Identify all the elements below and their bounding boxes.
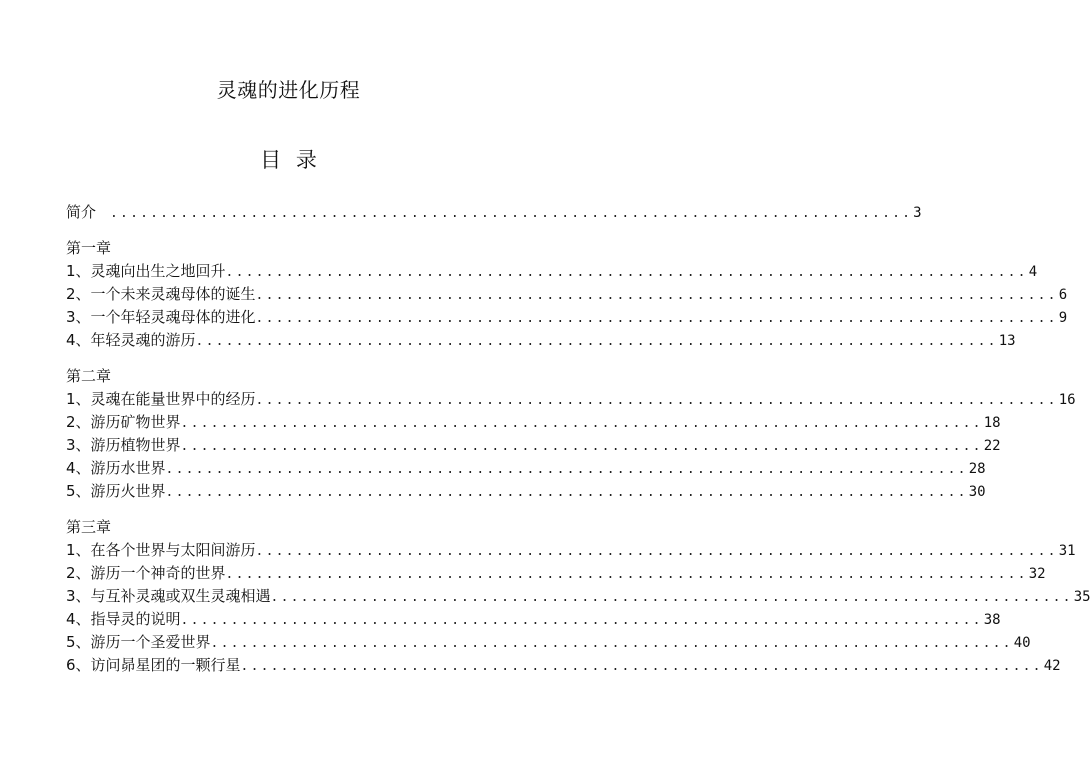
dot-leader: ................................................................................ <box>225 567 1028 582</box>
toc-entry-page: 3 <box>913 205 922 221</box>
chapter-section <box>66 237 1068 352</box>
dot-leader: ................................................................................ <box>255 544 1058 559</box>
dot-leader: ................................................................................ <box>240 659 1043 674</box>
toc-entry[interactable] <box>66 631 1031 654</box>
toc-entry-label: 3、一个年轻灵魂母体的进化 <box>66 308 256 326</box>
toc-entry-label: 2、游历矿物世界 <box>66 413 181 431</box>
toc-entry-page: 16 <box>1058 392 1076 408</box>
toc-entry-label: 1、在各个世界与太阳间游历 <box>66 541 256 559</box>
toc-entry[interactable] <box>66 585 1091 608</box>
toc-entry-page: 28 <box>968 461 986 477</box>
toc-entry[interactable] <box>66 388 1076 411</box>
toc-entry[interactable] <box>66 411 1001 434</box>
chapter-title: 第二章 <box>66 367 112 385</box>
toc-entry-label: 1、灵魂向出生之地回升 <box>66 262 226 280</box>
dot-leader: ................................................................................ <box>165 462 968 477</box>
dot-leader: ................................................................................ <box>195 334 998 349</box>
toc-entry-label: 3、游历植物世界 <box>66 436 181 454</box>
toc-entry[interactable] <box>66 260 1038 283</box>
toc-entry-page: 42 <box>1043 658 1061 674</box>
table-of-contents <box>66 201 1091 677</box>
toc-entry-page: 35 <box>1073 589 1091 605</box>
toc-heading: 目 录 <box>260 148 317 172</box>
toc-entry-label: 2、游历一个神奇的世界 <box>66 564 226 582</box>
toc-entry-label: 4、游历水世界 <box>66 459 166 477</box>
toc-entry-page: 22 <box>983 438 1001 454</box>
dot-leader: ................................................................................ <box>180 439 983 454</box>
dot-leader: ................................................................................ <box>225 265 1028 280</box>
toc-entry-label: 4、年轻灵魂的游历 <box>66 331 196 349</box>
toc-entry-page: 30 <box>968 484 986 500</box>
toc-entry-label: 2、一个未来灵魂母体的诞生 <box>66 285 256 303</box>
toc-entry[interactable] <box>66 654 1061 677</box>
toc-entry-page: 9 <box>1058 310 1068 326</box>
toc-entry-label: 3、与互补灵魂或双生灵魂相遇 <box>66 587 271 605</box>
toc-entry[interactable] <box>66 457 986 480</box>
toc-entry-page: 6 <box>1058 287 1068 303</box>
dot-leader: ................................................................................ <box>255 311 1058 326</box>
toc-entry[interactable] <box>66 283 1068 306</box>
dot-leader: ................................................................................ <box>110 206 913 221</box>
toc-entry-page: 32 <box>1028 566 1046 582</box>
toc-entry[interactable] <box>66 306 1068 329</box>
toc-entry[interactable] <box>66 434 1001 457</box>
toc-entry[interactable] <box>66 539 1076 562</box>
toc-entry-page: 18 <box>983 415 1001 431</box>
toc-entry-label: 简介 <box>66 203 97 221</box>
toc-entry-page: 4 <box>1028 264 1038 280</box>
chapter-title: 第三章 <box>66 518 112 536</box>
toc-entry[interactable] <box>66 562 1046 585</box>
book-title: 灵魂的进化历程 <box>216 78 361 102</box>
toc-entry-intro[interactable] <box>66 201 922 224</box>
dot-leader: ................................................................................ <box>270 590 1073 605</box>
dot-leader: ................................................................................ <box>165 485 968 500</box>
toc-entry[interactable] <box>66 329 1016 352</box>
dot-leader: ................................................................................ <box>255 393 1058 408</box>
dot-leader: ................................................................................ <box>180 416 983 431</box>
toc-entry-page: 40 <box>1013 635 1031 651</box>
dot-leader: ................................................................................ <box>210 636 1013 651</box>
toc-entry-label: 4、指导灵的说明 <box>66 610 181 628</box>
toc-entry[interactable] <box>66 480 986 503</box>
dot-leader: ................................................................................ <box>180 613 983 628</box>
toc-entry-label: 5、游历火世界 <box>66 482 166 500</box>
toc-entry-label: 6、访问昴星团的一颗行星 <box>66 656 241 674</box>
toc-entry-page: 38 <box>983 612 1001 628</box>
dot-leader: ................................................................................ <box>255 288 1058 303</box>
toc-entry-page: 13 <box>998 333 1016 349</box>
toc-entry-label: 1、灵魂在能量世界中的经历 <box>66 390 256 408</box>
toc-entry-label: 5、游历一个圣爱世界 <box>66 633 211 651</box>
chapter-section <box>66 516 1091 677</box>
chapter-section <box>66 365 1076 503</box>
chapter-title: 第一章 <box>66 239 112 257</box>
toc-entry-page: 31 <box>1058 543 1076 559</box>
toc-entry[interactable] <box>66 608 1001 631</box>
